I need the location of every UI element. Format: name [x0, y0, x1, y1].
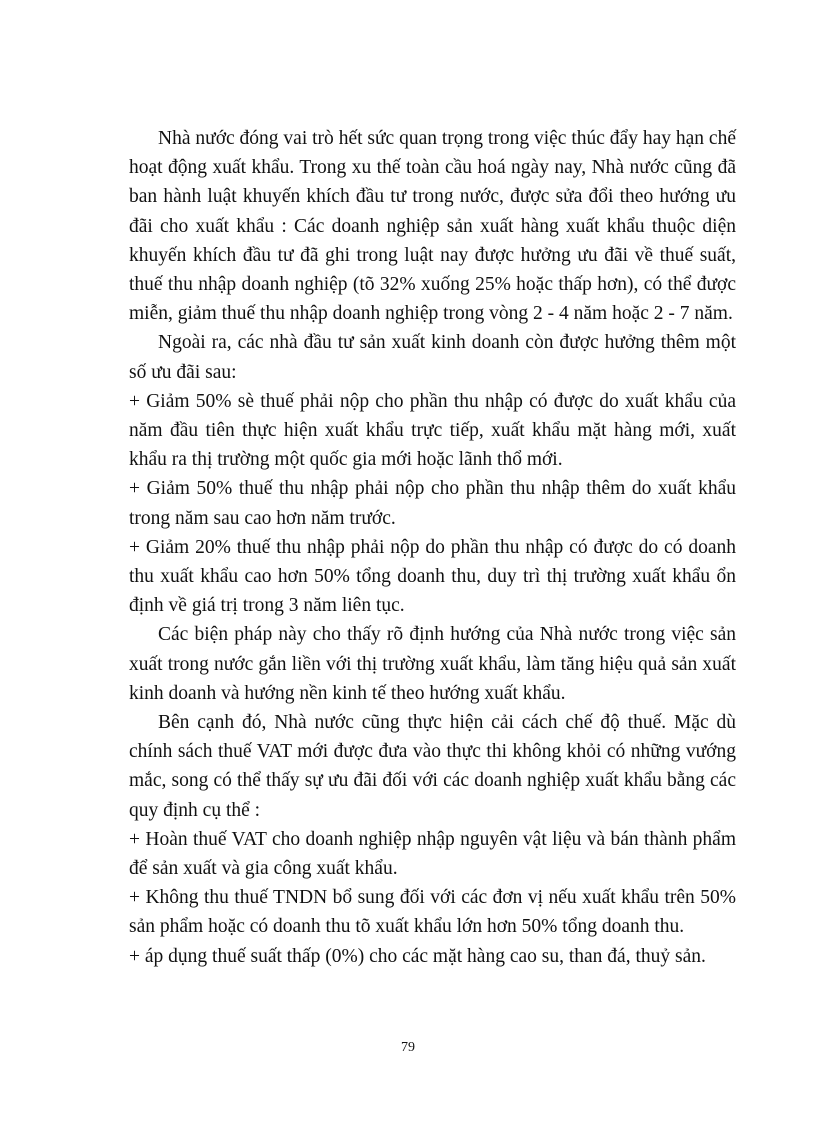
- paragraph-state-role: Nhà nước đóng vai trò hết sức quan trọng trong việc thúc đẩy hay hạn chế hoạt động xuất khẩu. Trong xu thế toàn cầu hoá ngày nay, Nhà nước cũng đã ban hành luật khuyến khích đầu tư trong nước, được sửa đổi theo hướng ưu đãi cho xuất khẩu : Các doanh nghiệp sản xuất hàng xuất khẩu thuộc diện khuyến khích đầu tư đã ghi trong luật nay được hưởng ưu đãi về thuế suất, thuế thu nhập doanh nghiệp (tõ 32% xuống 25% hoặc thấp hơn), có thể được miễn, giảm thuế thu nhập doanh nghiệp trong vòng 2 - 4 năm hoặc 2 - 7 năm.: [129, 128, 736, 325]
- paragraph-additional-incentives: Ngoài ra, các nhà đầu tư sản xuất kinh doanh còn được hưởng thêm một số ưu đãi sau:: [129, 332, 736, 383]
- list-item-income-increase-reduction: + Giảm 50% thuế thu nhập phải nộp cho phần thu nhập thêm do xuất khẩu trong năm sau cao hơn năm trước.: [129, 478, 736, 529]
- paragraph-tax-reform: Bên cạnh đó, Nhà nước cũng thực hiện cải cách chế độ thuế. Mặc dù chính sách thuế VAT mới được đưa vào thực thi không khỏi có những vướng mắc, song có thể thấy sự ưu đãi đối với các doanh nghiệp xuất khẩu bằng các quy định cụ thể :: [129, 712, 736, 821]
- list-item-vat-refund: + Hoàn thuế VAT cho doanh nghiệp nhập nguyên vật liệu và bán thành phẩm để sản xuất và gia công xuất khẩu.: [129, 828, 736, 880]
- list-item-first-year-reduction: + Giảm 50% sè thuế phải nộp cho phần thu nhập có được do xuất khẩu của năm đầu tiên thực hiện xuất khẩu trực tiếp, xuất khẩu mặt hàng mới, xuất khẩu ra thị trường một quốc gia mới hoặc lãnh thổ mới.: [129, 390, 736, 471]
- list-item-export-revenue-reduction: + Giảm 20% thuế thu nhập phải nộp do phần thu nhập có được do có doanh thu xuất khẩu cao hơn 50% tổng doanh thu, duy trì thị trường xuất khẩu ổn định về giá trị trong 3 năm liên tục.: [129, 536, 736, 617]
- list-item-no-additional-tax: + Không thu thuế TNDN bổ sung đối với các đơn vị nếu xuất khẩu trên 50% sản phẩm hoặc có doanh thu tõ xuất khẩu lớn hơn 50% tổng doanh thu.: [129, 887, 736, 938]
- body-text: [129, 124, 736, 971]
- paragraph-policy-direction: Các biện pháp này cho thấy rõ định hướng của Nhà nước trong việc sản xuất trong nước gắn liền với thị trường xuất khẩu, làm tăng hiệu quả sản xuất kinh doanh và hướng nền kinh tế theo hướng xuất khẩu.: [129, 624, 736, 704]
- page-number: 79: [401, 1040, 415, 1055]
- list-item-low-tax-rate: + áp dụng thuế suất thấp (0%) cho các mặt hàng cao su, than đá, thuỷ sản.: [129, 945, 706, 967]
